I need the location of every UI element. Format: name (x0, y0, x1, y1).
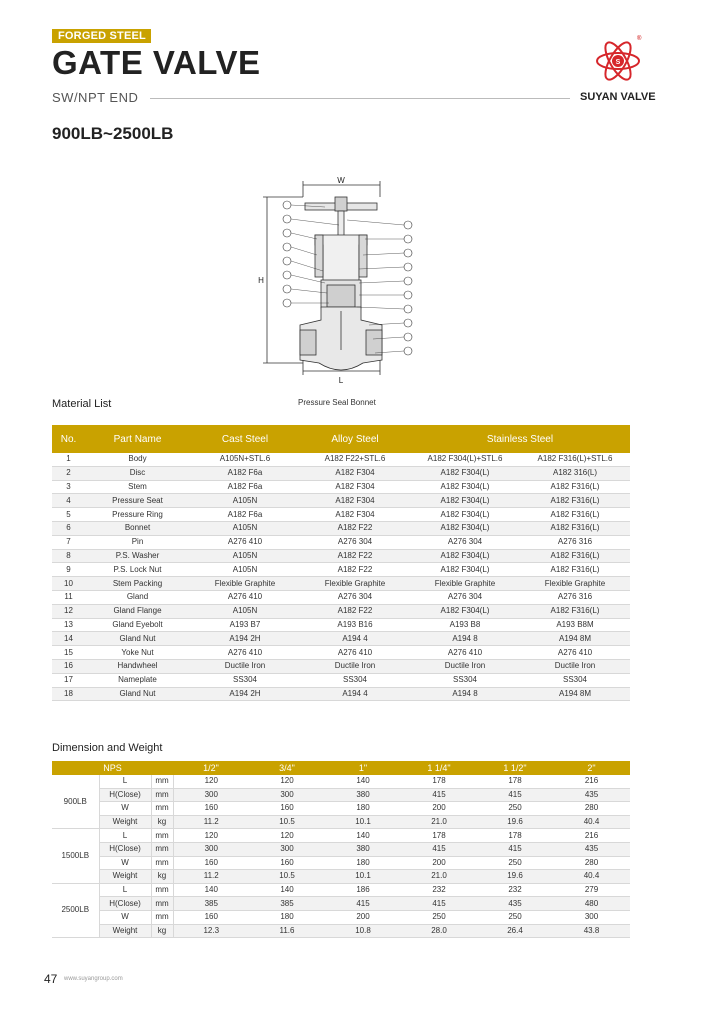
cell-stainless-304: SS304 (410, 673, 520, 687)
cell-alloy-steel: A182 F304 (300, 508, 410, 522)
cell-stainless-316: A182 F316(L) (520, 604, 630, 618)
cell-no: 8 (52, 549, 85, 563)
table-row (52, 535, 630, 549)
value-cell: 415 (401, 897, 477, 911)
dimension-table (52, 761, 630, 938)
cell-no: 10 (52, 577, 85, 591)
cell-alloy-steel: Ductile Iron (300, 659, 410, 673)
cell-alloy-steel: A276 410 (300, 646, 410, 660)
value-cell: 11.2 (173, 815, 249, 829)
value-cell: 250 (477, 910, 553, 924)
table-row (52, 453, 630, 466)
table-row (52, 590, 630, 604)
cell-alloy-steel: Flexible Graphite (300, 577, 410, 591)
cell-stainless-316: Flexible Graphite (520, 577, 630, 591)
value-cell: 415 (401, 788, 477, 802)
unit-cell: mm (151, 897, 173, 911)
dimension-header-row (52, 761, 630, 775)
value-cell: 186 (325, 883, 401, 897)
value-cell: 279 (553, 883, 630, 897)
value-cell: 300 (173, 842, 249, 856)
cell-part-name: Gland (85, 590, 190, 604)
cell-stainless-304: Ductile Iron (410, 659, 520, 673)
cell-stainless-316: A182 316(L) (520, 466, 630, 480)
cell-part-name: Pressure Seat (85, 494, 190, 508)
cell-no: 4 (52, 494, 85, 508)
cell-cast-steel: A105N (190, 494, 300, 508)
pressure-class-cell: 2500LB (52, 883, 99, 937)
cell-stainless-316: A182 F316(L) (520, 494, 630, 508)
table-row (52, 924, 630, 938)
value-cell: 178 (401, 775, 477, 788)
unit-cell: kg (151, 924, 173, 938)
unit-cell: kg (151, 815, 173, 829)
cell-stainless-304: A182 F304(L) (410, 604, 520, 618)
cell-cast-steel: A182 F6a (190, 508, 300, 522)
dimension-label-cell: Weight (99, 924, 151, 938)
value-cell: 216 (553, 829, 630, 843)
value-cell: 435 (553, 842, 630, 856)
dimension-label-cell: Weight (99, 815, 151, 829)
material-table (52, 425, 630, 701)
h-dimension-label: H (258, 276, 264, 285)
header-size: 2" (553, 761, 630, 775)
cell-part-name: P.S. Lock Nut (85, 563, 190, 577)
value-cell: 10.1 (325, 815, 401, 829)
value-cell: 10.5 (249, 870, 325, 884)
value-cell: 19.6 (477, 815, 553, 829)
cell-part-name: Gland Flange (85, 604, 190, 618)
cell-cast-steel: A105N (190, 549, 300, 563)
value-cell: 180 (249, 910, 325, 924)
cell-stainless-304: A182 F304(L)+STL.6 (410, 453, 520, 466)
value-cell: 11.2 (173, 870, 249, 884)
cell-stainless-304: A182 F304(L) (410, 480, 520, 494)
value-cell: 250 (401, 910, 477, 924)
cell-stainless-304: A276 304 (410, 590, 520, 604)
cell-cast-steel: A276 410 (190, 646, 300, 660)
value-cell: 178 (477, 775, 553, 788)
table-row (52, 883, 630, 897)
cell-no: 7 (52, 535, 85, 549)
cell-cast-steel: A193 B7 (190, 618, 300, 632)
table-row (52, 897, 630, 911)
dimension-title: Dimension and Weight (52, 742, 163, 754)
header-no: No. (52, 425, 85, 453)
l-dimension-label: L (338, 376, 344, 385)
w-dimension-label: W (337, 176, 345, 185)
value-cell: 19.6 (477, 870, 553, 884)
cell-stainless-316: Ductile Iron (520, 659, 630, 673)
material-header-row (52, 425, 630, 453)
cell-stainless-316: A182 F316(L) (520, 563, 630, 577)
value-cell: 300 (249, 842, 325, 856)
cell-no: 1 (52, 453, 85, 466)
header-nps: NPS (52, 761, 173, 775)
value-cell: 216 (553, 775, 630, 788)
dimension-label-cell: W (99, 910, 151, 924)
value-cell: 200 (401, 856, 477, 870)
cell-part-name: Body (85, 453, 190, 466)
table-row (52, 815, 630, 829)
cell-stainless-304: A182 F304(L) (410, 521, 520, 535)
cell-no: 14 (52, 632, 85, 646)
cell-stainless-316: A276 316 (520, 535, 630, 549)
value-cell: 28.0 (401, 924, 477, 938)
drawing-caption: Pressure Seal Bonnet (298, 398, 376, 407)
header-size: 1 1/2" (477, 761, 553, 775)
cell-part-name: Pressure Ring (85, 508, 190, 522)
value-cell: 10.5 (249, 815, 325, 829)
value-cell: 232 (477, 883, 553, 897)
cell-stainless-304: A193 B8 (410, 618, 520, 632)
value-cell: 178 (401, 829, 477, 843)
header-cast-steel: Cast Steel (190, 425, 300, 453)
value-cell: 160 (173, 856, 249, 870)
cell-alloy-steel: A194 4 (300, 687, 410, 701)
value-cell: 140 (325, 775, 401, 788)
value-cell: 380 (325, 842, 401, 856)
cell-cast-steel: A182 F6a (190, 466, 300, 480)
unit-cell: mm (151, 883, 173, 897)
value-cell: 385 (173, 897, 249, 911)
unit-cell: mm (151, 910, 173, 924)
dimension-label-cell: W (99, 802, 151, 816)
value-cell: 200 (325, 910, 401, 924)
table-row (52, 494, 630, 508)
cell-stainless-316: A193 B8M (520, 618, 630, 632)
unit-cell: mm (151, 788, 173, 802)
table-row (52, 829, 630, 843)
value-cell: 120 (173, 775, 249, 788)
value-cell: 300 (249, 788, 325, 802)
header-size: 1" (325, 761, 401, 775)
cell-cast-steel: A105N+STL.6 (190, 453, 300, 466)
pressure-range: 900LB~2500LB (52, 124, 174, 143)
cell-cast-steel: Ductile Iron (190, 659, 300, 673)
table-row (52, 802, 630, 816)
table-row (52, 618, 630, 632)
header-size: 1/2" (173, 761, 249, 775)
cell-stainless-304: Flexible Graphite (410, 577, 520, 591)
cell-cast-steel: A276 410 (190, 590, 300, 604)
cell-cast-steel: A105N (190, 521, 300, 535)
value-cell: 250 (477, 856, 553, 870)
value-cell: 435 (477, 897, 553, 911)
value-cell: 10.8 (325, 924, 401, 938)
pressure-class-cell: 900LB (52, 775, 99, 829)
table-row (52, 842, 630, 856)
table-row (52, 775, 630, 788)
cell-alloy-steel: A182 F304 (300, 480, 410, 494)
cell-part-name: Stem (85, 480, 190, 494)
cell-stainless-304: A182 F304(L) (410, 494, 520, 508)
dimension-label-cell: H(Close) (99, 788, 151, 802)
table-row (52, 646, 630, 660)
unit-cell: mm (151, 829, 173, 843)
cell-cast-steel: SS304 (190, 673, 300, 687)
cell-no: 6 (52, 521, 85, 535)
cell-part-name: Pin (85, 535, 190, 549)
registered-mark: ® (637, 36, 642, 42)
header-size: 3/4" (249, 761, 325, 775)
unit-cell: mm (151, 842, 173, 856)
cell-part-name: Yoke Nut (85, 646, 190, 660)
dimension-label-cell: L (99, 883, 151, 897)
cell-alloy-steel: A276 304 (300, 535, 410, 549)
page-subtitle: SW/NPT END (52, 90, 139, 105)
value-cell: 21.0 (401, 815, 477, 829)
table-row (52, 870, 630, 884)
header-part-name: Part Name (85, 425, 190, 453)
value-cell: 26.4 (477, 924, 553, 938)
unit-cell: mm (151, 775, 173, 788)
cell-alloy-steel: A182 F22 (300, 521, 410, 535)
cell-stainless-304: A276 304 (410, 535, 520, 549)
value-cell: 21.0 (401, 870, 477, 884)
value-cell: 11.6 (249, 924, 325, 938)
valve-drawing (255, 175, 430, 390)
dimension-label-cell: H(Close) (99, 842, 151, 856)
header-alloy-steel: Alloy Steel (300, 425, 410, 453)
table-row (52, 910, 630, 924)
cell-no: 11 (52, 590, 85, 604)
dimension-label-cell: H(Close) (99, 897, 151, 911)
value-cell: 140 (173, 883, 249, 897)
cell-alloy-steel: A182 F22+STL.6 (300, 453, 410, 466)
cell-cast-steel: Flexible Graphite (190, 577, 300, 591)
cell-no: 12 (52, 604, 85, 618)
value-cell: 415 (477, 788, 553, 802)
value-cell: 180 (325, 802, 401, 816)
value-cell: 435 (553, 788, 630, 802)
cell-alloy-steel: A182 F22 (300, 563, 410, 577)
value-cell: 200 (401, 802, 477, 816)
unit-cell: mm (151, 856, 173, 870)
dimension-label-cell: W (99, 856, 151, 870)
header-size: 1 1/4" (401, 761, 477, 775)
cell-part-name: P.S. Washer (85, 549, 190, 563)
cell-stainless-304: A182 F304(L) (410, 563, 520, 577)
value-cell: 415 (401, 842, 477, 856)
cell-alloy-steel: A194 4 (300, 632, 410, 646)
table-row (52, 549, 630, 563)
cell-stainless-304: A182 F304(L) (410, 549, 520, 563)
cell-part-name: Gland Nut (85, 632, 190, 646)
dimension-label-cell: L (99, 829, 151, 843)
cell-alloy-steel: SS304 (300, 673, 410, 687)
cell-alloy-steel: A276 304 (300, 590, 410, 604)
dimension-label-cell: L (99, 775, 151, 788)
value-cell: 120 (249, 775, 325, 788)
cell-alloy-steel: A182 F304 (300, 494, 410, 508)
value-cell: 280 (553, 802, 630, 816)
cell-stainless-304: A194 8 (410, 632, 520, 646)
value-cell: 280 (553, 856, 630, 870)
table-row (52, 673, 630, 687)
cell-stainless-316: A276 410 (520, 646, 630, 660)
svg-text:S: S (615, 59, 621, 66)
cell-cast-steel: A105N (190, 563, 300, 577)
cell-stainless-316: A182 F316(L)+STL.6 (520, 453, 630, 466)
cell-stainless-316: A194 8M (520, 632, 630, 646)
table-row (52, 856, 630, 870)
cell-stainless-316: SS304 (520, 673, 630, 687)
table-row (52, 604, 630, 618)
cell-stainless-316: A194 8M (520, 687, 630, 701)
value-cell: 10.1 (325, 870, 401, 884)
cell-stainless-316: A182 F316(L) (520, 480, 630, 494)
cell-no: 16 (52, 659, 85, 673)
table-row (52, 659, 630, 673)
cell-stainless-304: A276 410 (410, 646, 520, 660)
cell-no: 5 (52, 508, 85, 522)
subtitle-divider (150, 98, 570, 99)
value-cell: 415 (477, 842, 553, 856)
cell-stainless-316: A182 F316(L) (520, 508, 630, 522)
value-cell: 40.4 (553, 870, 630, 884)
table-row (52, 687, 630, 701)
cell-stainless-304: A182 F304(L) (410, 466, 520, 480)
page-number: 47 (44, 972, 58, 986)
cell-alloy-steel: A182 F22 (300, 604, 410, 618)
cell-part-name: Gland Eyebolt (85, 618, 190, 632)
page-title: GATE VALVE (52, 44, 261, 81)
category-badge: FORGED STEEL (52, 29, 151, 43)
value-cell: 232 (401, 883, 477, 897)
cell-cast-steel: A182 F6a (190, 480, 300, 494)
value-cell: 160 (173, 910, 249, 924)
cell-cast-steel: A194 2H (190, 687, 300, 701)
cell-no: 13 (52, 618, 85, 632)
header-stainless-steel: Stainless Steel (410, 425, 630, 453)
brand-name: SUYAN VALVE (580, 91, 656, 103)
value-cell: 160 (249, 856, 325, 870)
cell-part-name: Bonnet (85, 521, 190, 535)
cell-part-name: Nameplate (85, 673, 190, 687)
cell-no: 15 (52, 646, 85, 660)
value-cell: 140 (249, 883, 325, 897)
value-cell: 43.8 (553, 924, 630, 938)
table-row (52, 480, 630, 494)
cell-no: 2 (52, 466, 85, 480)
value-cell: 120 (249, 829, 325, 843)
cell-alloy-steel: A182 F304 (300, 466, 410, 480)
value-cell: 40.4 (553, 815, 630, 829)
suyan-logo-icon (595, 38, 641, 84)
cell-no: 18 (52, 687, 85, 701)
table-row (52, 577, 630, 591)
cell-stainless-304: A194 8 (410, 687, 520, 701)
value-cell: 178 (477, 829, 553, 843)
cell-alloy-steel: A182 F22 (300, 549, 410, 563)
value-cell: 250 (477, 802, 553, 816)
pressure-class-cell: 1500LB (52, 829, 99, 883)
cell-cast-steel: A276 410 (190, 535, 300, 549)
cell-part-name: Gland Nut (85, 687, 190, 701)
table-row (52, 632, 630, 646)
cell-part-name: Handwheel (85, 659, 190, 673)
table-row (52, 466, 630, 480)
website-text: www.suyangroup.com (64, 976, 123, 982)
cell-stainless-304: A182 F304(L) (410, 508, 520, 522)
cell-cast-steel: A105N (190, 604, 300, 618)
cell-no: 3 (52, 480, 85, 494)
cell-no: 9 (52, 563, 85, 577)
cell-stainless-316: A182 F316(L) (520, 549, 630, 563)
value-cell: 140 (325, 829, 401, 843)
value-cell: 160 (173, 802, 249, 816)
value-cell: 480 (553, 897, 630, 911)
cell-alloy-steel: A193 B16 (300, 618, 410, 632)
cell-part-name: Stem Packing (85, 577, 190, 591)
unit-cell: kg (151, 870, 173, 884)
value-cell: 160 (249, 802, 325, 816)
unit-cell: mm (151, 802, 173, 816)
dimension-label-cell: Weight (99, 870, 151, 884)
value-cell: 120 (173, 829, 249, 843)
value-cell: 380 (325, 788, 401, 802)
value-cell: 300 (173, 788, 249, 802)
value-cell: 415 (325, 897, 401, 911)
cell-no: 17 (52, 673, 85, 687)
value-cell: 12.3 (173, 924, 249, 938)
table-row (52, 563, 630, 577)
cell-cast-steel: A194 2H (190, 632, 300, 646)
cell-stainless-316: A182 F316(L) (520, 521, 630, 535)
table-row (52, 788, 630, 802)
value-cell: 300 (553, 910, 630, 924)
cell-stainless-316: A276 316 (520, 590, 630, 604)
cell-part-name: Disc (85, 466, 190, 480)
material-list-title: Material List (52, 398, 112, 410)
value-cell: 385 (249, 897, 325, 911)
table-row (52, 508, 630, 522)
value-cell: 180 (325, 856, 401, 870)
table-row (52, 521, 630, 535)
